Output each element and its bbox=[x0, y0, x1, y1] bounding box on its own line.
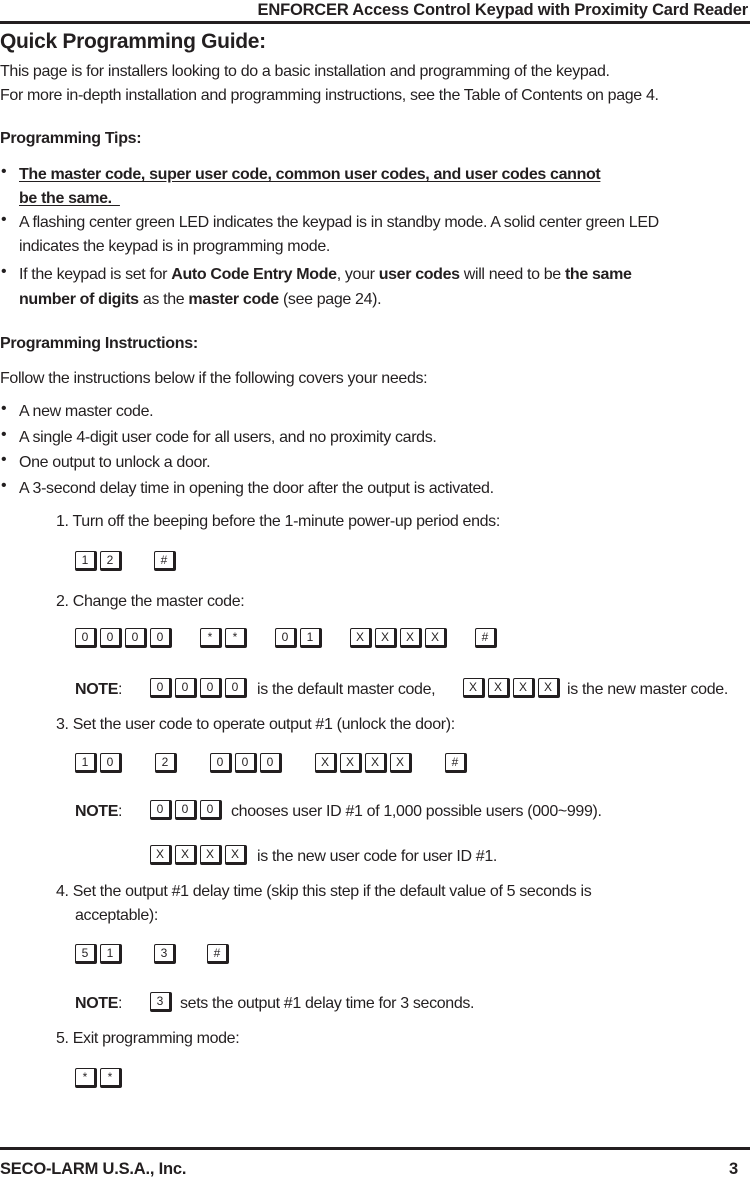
key-2: 2 bbox=[155, 753, 177, 773]
key-x: X bbox=[350, 628, 372, 648]
key-hash: # bbox=[154, 551, 176, 571]
note-2-keys-default bbox=[150, 678, 250, 698]
key-0: 0 bbox=[200, 800, 222, 820]
key-x: X bbox=[315, 753, 337, 773]
key-x: X bbox=[538, 678, 560, 698]
note-colon: : bbox=[118, 995, 123, 1012]
key-0: 0 bbox=[260, 753, 282, 773]
tip-3-text-h: as the bbox=[138, 291, 189, 308]
key-x: X bbox=[375, 628, 397, 648]
key-star: * bbox=[75, 1068, 97, 1088]
tip-3-line-1 bbox=[19, 266, 632, 284]
bullet-icon: • bbox=[1, 211, 7, 228]
key-0: 0 bbox=[150, 628, 172, 648]
step-2-keys bbox=[75, 628, 500, 648]
key-x: X bbox=[175, 845, 197, 865]
bullet-icon: • bbox=[1, 263, 7, 280]
step-5-keys bbox=[75, 1068, 125, 1088]
key-1: 1 bbox=[300, 628, 322, 648]
key-x: X bbox=[150, 845, 172, 865]
note-3-keys-code bbox=[150, 845, 250, 865]
tip-2-line-2: indicates the keypad is in programming mode. bbox=[19, 238, 330, 255]
bullet-icon: • bbox=[1, 477, 7, 494]
tip-1-line-1: The master code, super user code, common user codes, and user codes cannot bbox=[19, 166, 601, 183]
page-number: 3 bbox=[729, 1160, 738, 1178]
key-star: * bbox=[225, 628, 247, 648]
key-0: 0 bbox=[235, 753, 257, 773]
tip-3-auto-code: Auto Code Entry Mode bbox=[171, 266, 337, 283]
tip-3-master: master code bbox=[188, 291, 279, 308]
step-1-keys bbox=[75, 551, 179, 571]
key-x: X bbox=[225, 845, 247, 865]
key-0: 0 bbox=[210, 753, 232, 773]
key-1: 1 bbox=[75, 551, 97, 571]
note-2-keys-new bbox=[463, 678, 563, 698]
key-5: 5 bbox=[75, 944, 97, 964]
key-3: 3 bbox=[154, 944, 176, 964]
tip-3-text-c: , your bbox=[336, 266, 379, 283]
need-1: A new master code. bbox=[19, 403, 154, 420]
key-star: * bbox=[100, 1068, 122, 1088]
note-3-text-a: chooses user ID #1 of 1,000 possible users (000~999). bbox=[231, 803, 602, 820]
key-0: 0 bbox=[175, 800, 197, 820]
note-4-keys bbox=[150, 992, 175, 1012]
key-hash: # bbox=[475, 628, 497, 648]
key-x: X bbox=[463, 678, 485, 698]
note-3 bbox=[75, 803, 122, 821]
step-4-keys bbox=[75, 944, 232, 964]
key-0: 0 bbox=[100, 628, 122, 648]
need-2: A single 4-digit user code for all users, and no proximity cards. bbox=[19, 429, 437, 446]
key-1: 1 bbox=[75, 753, 97, 773]
step-3: 3. Set the user code to operate output #1 (unlock the door): bbox=[56, 716, 455, 733]
instructions-heading: Programming Instructions: bbox=[0, 335, 198, 352]
key-hash: # bbox=[445, 753, 467, 773]
bullet-icon: • bbox=[1, 426, 7, 443]
step-5: 5. Exit programming mode: bbox=[56, 1030, 240, 1047]
instructions-lead: Follow the instructions below if the following covers your needs: bbox=[0, 370, 428, 387]
tip-2-line-1: A flashing center green LED indicates the keypad is in standby mode. A solid center green LED bbox=[19, 214, 659, 231]
note-2 bbox=[75, 681, 122, 699]
key-0: 0 bbox=[150, 800, 172, 820]
tip-3-text-e: will need to be bbox=[459, 266, 565, 283]
header-rule bbox=[0, 21, 750, 24]
note-3-text-b: is the new user code for user ID #1. bbox=[257, 848, 497, 865]
key-1: 1 bbox=[100, 944, 122, 964]
tips-heading: Programming Tips: bbox=[0, 130, 142, 147]
key-x: X bbox=[200, 845, 222, 865]
key-0: 0 bbox=[225, 678, 247, 698]
key-x: X bbox=[400, 628, 422, 648]
note-4 bbox=[75, 995, 122, 1013]
step-2: 2. Change the master code: bbox=[56, 593, 245, 610]
step-4-line-1: 4. Set the output #1 delay time (skip this step if the default value of 5 seconds is bbox=[56, 883, 592, 900]
tip-1-line-2: be the same. bbox=[19, 190, 120, 207]
intro-line-2: For more in-depth installation and programming instructions, see the Table of Contents on page 4. bbox=[0, 87, 659, 104]
note-colon: : bbox=[118, 803, 123, 820]
key-3: 3 bbox=[150, 992, 172, 1012]
note-3-keys-id bbox=[150, 800, 225, 820]
need-4: A 3-second delay time in opening the door after the output is activated. bbox=[19, 480, 494, 497]
header-title: ENFORCER Access Control Keypad with Proximity Card Reader bbox=[257, 1, 748, 19]
bullet-icon: • bbox=[1, 163, 7, 180]
note-label: NOTE bbox=[75, 803, 119, 820]
footer-company: SECO-LARM U.S.A., Inc. bbox=[0, 1160, 187, 1178]
key-2: 2 bbox=[100, 551, 122, 571]
step-4-line-2: acceptable): bbox=[75, 907, 158, 924]
intro-line-1: This page is for installers looking to do a basic installation and programming of the keypad. bbox=[0, 63, 610, 80]
key-x: X bbox=[488, 678, 510, 698]
key-hash: # bbox=[207, 944, 229, 964]
key-x: X bbox=[425, 628, 447, 648]
note-2-text-a: is the default master code, bbox=[257, 681, 436, 698]
step-3-keys bbox=[75, 753, 470, 773]
note-label: NOTE bbox=[75, 681, 119, 698]
note-2-text-b: is the new master code. bbox=[567, 681, 728, 698]
key-x: X bbox=[365, 753, 387, 773]
need-3: One output to unlock a door. bbox=[19, 454, 211, 471]
tip-3-user-codes: user codes bbox=[378, 266, 460, 283]
step-1: 1. Turn off the beeping before the 1-minute power-up period ends: bbox=[56, 513, 500, 530]
key-0: 0 bbox=[175, 678, 197, 698]
key-0: 0 bbox=[125, 628, 147, 648]
key-0: 0 bbox=[75, 628, 97, 648]
tip-3-line-2 bbox=[19, 291, 381, 309]
bullet-icon: • bbox=[1, 400, 7, 417]
page-title: Quick Programming Guide: bbox=[0, 30, 266, 53]
tip-3-text-j: (see page 24). bbox=[278, 291, 382, 308]
footer-rule bbox=[0, 1147, 750, 1150]
key-x: X bbox=[513, 678, 535, 698]
key-0: 0 bbox=[150, 678, 172, 698]
tip-3-text-a: If the keypad is set for bbox=[19, 266, 172, 283]
bullet-icon: • bbox=[1, 451, 7, 468]
key-star: * bbox=[200, 628, 222, 648]
key-0: 0 bbox=[200, 678, 222, 698]
key-x: X bbox=[390, 753, 412, 773]
note-4-text: sets the output #1 delay time for 3 seconds. bbox=[180, 995, 475, 1012]
key-0: 0 bbox=[275, 628, 297, 648]
note-colon: : bbox=[118, 681, 123, 698]
tip-3-same: the same bbox=[564, 266, 632, 283]
key-x: X bbox=[340, 753, 362, 773]
tip-3-digits: number of digits bbox=[19, 291, 139, 308]
key-0: 0 bbox=[100, 753, 122, 773]
note-label: NOTE bbox=[75, 995, 119, 1012]
